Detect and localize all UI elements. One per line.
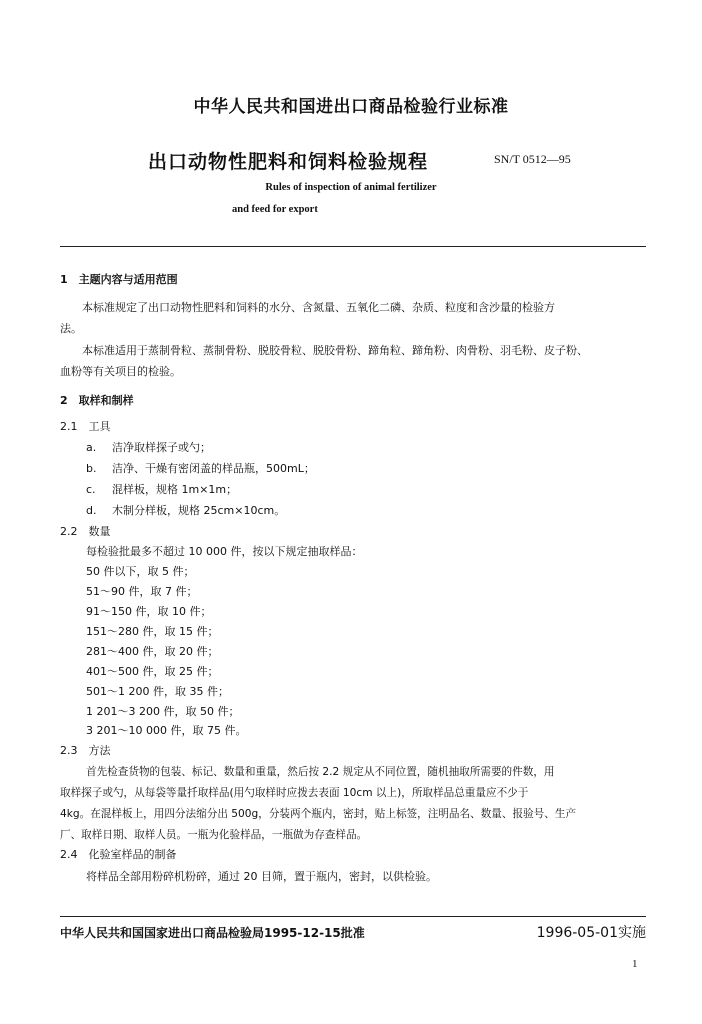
section-2-heading: 2 取样和制样 <box>60 394 134 407</box>
sampling-rule: 50 件以下，取 5 件； <box>86 565 195 578</box>
tool-item-text: 洁净、干燥有密闭盖的样品瓶，500mL； <box>112 462 315 475</box>
tool-item <box>86 439 211 455</box>
section-1-para-2-line-2: 血粉等有关项目的检验。 <box>60 365 181 378</box>
sampling-rule: 91～150 件，取 10 件； <box>86 605 212 618</box>
section-1-para-1-line-1: 本标准规定了出口动物性肥料和饲料的水分、含氮量、五氧化二磷、杂质、粒度和含沙量的检验方 <box>82 301 555 314</box>
method-line-2: 取样探子或勺，从每袋等量扦取样品(用勺取样时应拨去表面 10cm 以上)，所取样品总重量应不少于 <box>60 787 529 799</box>
sampling-rule: 401～500 件，取 25 件； <box>86 665 219 678</box>
tool-item-label: d. <box>86 504 97 517</box>
tool-item-label: b. <box>86 462 97 475</box>
sampling-rule: 51～90 件，取 7 件； <box>86 585 198 598</box>
section-2-2-heading: 2.2 数量 <box>60 525 111 538</box>
tool-item <box>86 481 237 497</box>
authority-line: 中华人民共和国进出口商品检验行业标准 <box>193 97 509 117</box>
sampling-intro: 每检验批最多不超过 10 000 件，按以下规定抽取样品： <box>86 545 363 558</box>
method-line-1: 首先检查货物的包装、标记、数量和重量，然后按 2.2 规定从不同位置，随机抽取所需要的件数，用 <box>86 766 555 778</box>
implementation-date: 1996-05-01实施 <box>536 925 646 941</box>
method-line-4: 厂、取样日期、取样人员。一瓶为化验样品，一瓶做为存查样品。 <box>60 829 368 841</box>
section-2-3-heading: 2.3 方法 <box>60 744 111 757</box>
section-2-4-heading: 2.4 化验室样品的制备 <box>60 848 177 861</box>
tool-item <box>86 502 285 518</box>
section-1-para-2-line-1: 本标准适用于蒸制骨粒、蒸制骨粉、脱胶骨粒、脱胶骨粉、蹄角粒、蹄角粉、肉骨粉、羽毛粉、皮子粉、 <box>82 344 588 357</box>
tool-item-text: 混样板，规格 1m×1m； <box>112 483 238 496</box>
english-title-line-2: and feed for export <box>232 204 318 215</box>
section-2-1-heading: 2.1 工具 <box>60 420 111 433</box>
sampling-rule: 151～280 件，取 15 件； <box>86 625 219 638</box>
standard-code: SN/T 0512—95 <box>494 152 571 166</box>
tool-item-text: 木制分样板，规格 25cm×10cm。 <box>112 504 286 517</box>
method-line-3: 4kg。在混样板上，用四分法缩分出 500g，分装两个瓶内，密封，贴上标签，注明品名、数量、报验号、生产 <box>60 808 577 820</box>
section-1-para-1-line-2: 法。 <box>60 322 82 335</box>
sampling-rule: 1 201～3 200 件，取 50 件； <box>86 705 240 718</box>
document-title: 出口动物性肥料和饲料检验规程 <box>148 151 429 173</box>
english-title-line-1: Rules of inspection of animal fertilizer <box>265 182 437 193</box>
footer-divider <box>60 916 646 917</box>
header-divider <box>60 246 646 247</box>
sampling-rule: 281～400 件，取 20 件； <box>86 645 219 658</box>
tool-item-text: 洁净取样探子或勺； <box>112 441 211 454</box>
approval-line: 中华人民共和国国家进出口商品检验局1995-12-15批准 <box>60 926 365 940</box>
page-number: 1 <box>632 958 638 970</box>
section-1-heading: 1 主题内容与适用范围 <box>60 273 178 286</box>
sampling-rule: 3 201～10 000 件，取 75 件。 <box>86 724 247 737</box>
sampling-rule: 501～1 200 件，取 35 件； <box>86 685 229 698</box>
lab-sample-line: 将样品全部用粉碎机粉碎，通过 20 目筛，置于瓶内，密封，以供检验。 <box>86 870 437 883</box>
tool-item <box>86 460 315 476</box>
tool-item-label: a. <box>86 441 97 454</box>
tool-item-label: c. <box>86 483 96 496</box>
